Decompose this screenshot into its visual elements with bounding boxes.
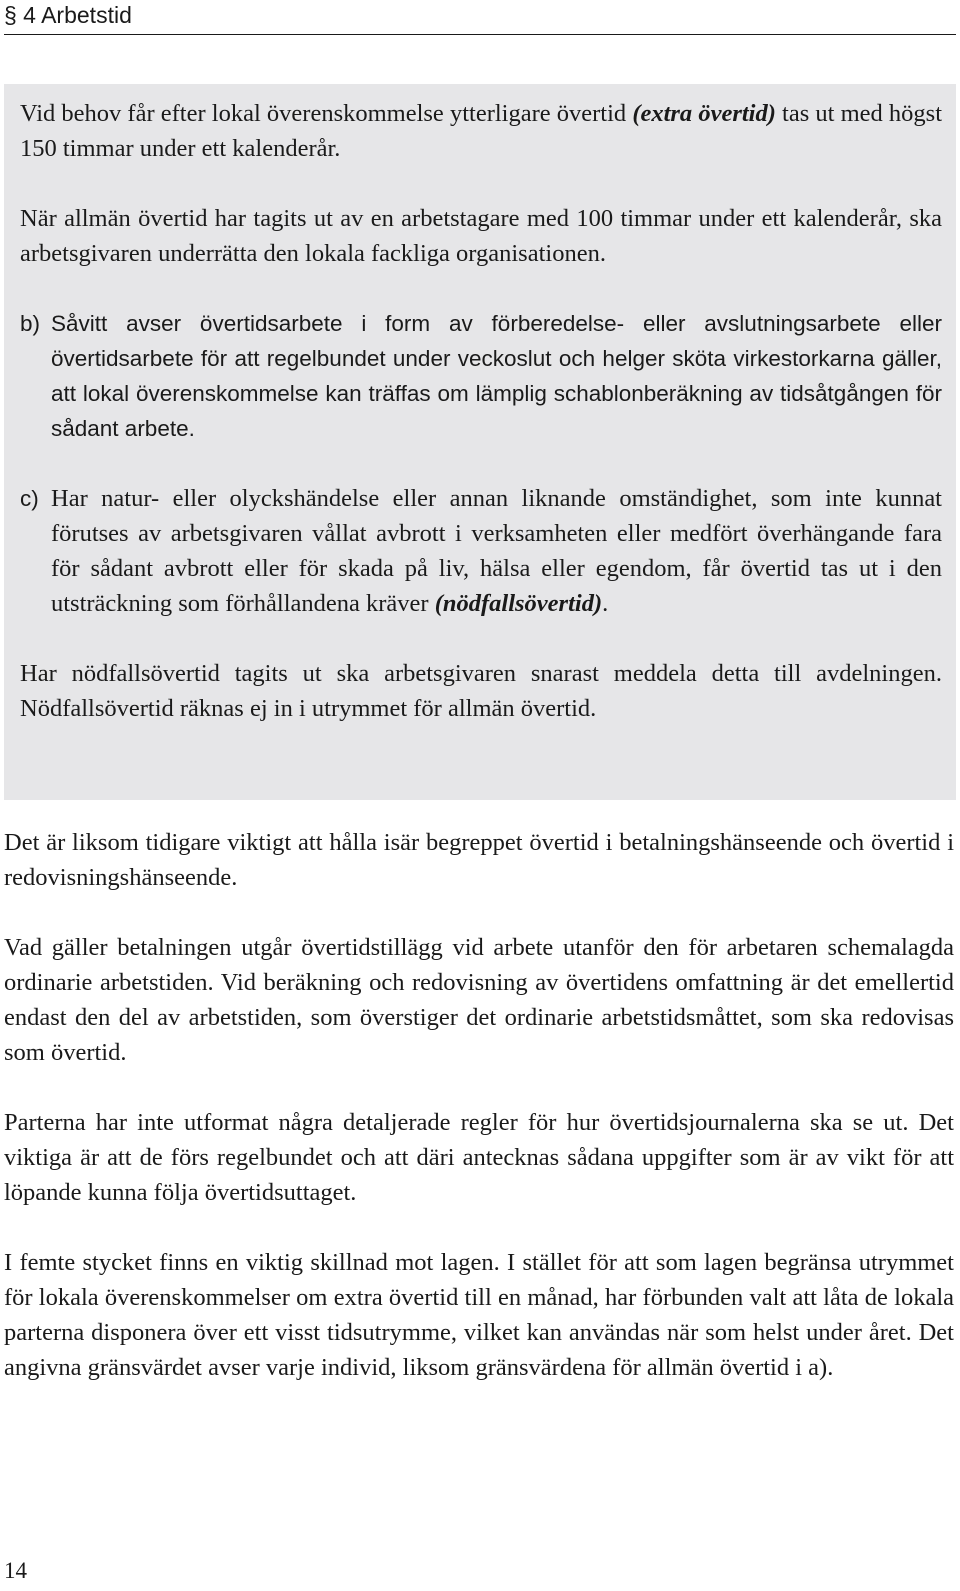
commentary-paragraph-1: Det är liksom tidigare viktigt att hålla isär begreppet övertid i betalningshänseende och övertid i redovisningshänseende.	[4, 829, 954, 891]
list-item-c-text	[51, 481, 942, 621]
text-span: Har natur- eller olyckshändelse eller annan liknande omständighet, som inte kunnat förutses av arbetsgivaren vållat avbrott i verksamheten eller medfört överhängande fara för sådant avbrott eller för skada på liv, hälsa eller egendom, får övertid tas ut i den utsträckning som förhållandena kräver	[51, 485, 942, 617]
commentary-paragraph-4: I femte stycket finns en viktig skillnad mot lagen. I stället för att som lagen begränsa utrymmet för lokala överenskommelser om extra övertid till en månad, har förbunden valt att låta de lokala parterna disponera över ett visst tidsutrymme, vilket kan användas när som helst under året. Det angivna gränsvärdet avser varje individ, liksom gränsvärdena för allmän övertid i a).	[4, 1249, 954, 1381]
text-span: tas ut med högst 150 timmar under ett kalenderår.	[20, 100, 943, 162]
section-title: § 4 Arbetstid	[4, 2, 132, 28]
text-span: Vid behov får efter lokal överenskommelse ytterligare övertid	[20, 100, 633, 127]
box-paragraph-emergency-notice: Har nödfallsövertid tagits ut ska arbetsgivaren snarast meddela detta till avdelningen. Nödfallsövertid räknas ej in i utrymmet för allmän övertid.	[20, 660, 942, 722]
box-paragraph-notification: När allmän övertid har tagits ut av en arbetstagare med 100 timmar under ett kalenderår, ska arbetsgivaren underrätta den lokala fackliga organisationen.	[20, 205, 942, 267]
section-header	[4, 0, 956, 35]
term-emergency-overtime: (nödfallsövertid)	[434, 590, 603, 617]
list-item-b-label: b)	[20, 311, 41, 336]
text-span: .	[602, 590, 609, 617]
commentary-text	[4, 825, 954, 1385]
list-item-c-label: c)	[20, 486, 39, 511]
commentary-paragraph-3: Parterna har inte utformat några detaljerade regler för hur övertidsjournalerna ska se ut. Det viktiga är att de förs regelbundet och att däri antecknas sådana uppgifter som är av vikt för att löpande kunna följa övertidsuttaget.	[4, 1109, 954, 1206]
term-extra-overtime: (extra övertid)	[632, 100, 776, 127]
agreement-text-box	[4, 84, 956, 800]
list-item-c	[20, 481, 942, 621]
list-item-b-text: Såvitt avser övertidsarbete i form av förberedelse- eller avslutningsarbete eller övertidsarbete för att regelbundet under veckoslut och helger sköta virkestorkarna gäller, att lokal överenskommelse kan träffas om lämplig schablonberäkning av tidsåtgången för sådant arbete.	[51, 311, 942, 441]
page-number: 14	[4, 1558, 27, 1583]
list-item-b	[20, 306, 942, 446]
commentary-paragraph-2: Vad gäller betalningen utgår övertidstillägg vid arbete utanför den för arbetaren schemalagda ordinarie arbetstiden. Vid beräkning och redovisning av övertidens omfattning är det emellertid endast den del av arbetstiden, som överstiger det ordinarie arbetstidsmåttet, som ska redovisas som övertid.	[4, 934, 954, 1066]
box-paragraph-extra-overtime	[20, 96, 942, 166]
